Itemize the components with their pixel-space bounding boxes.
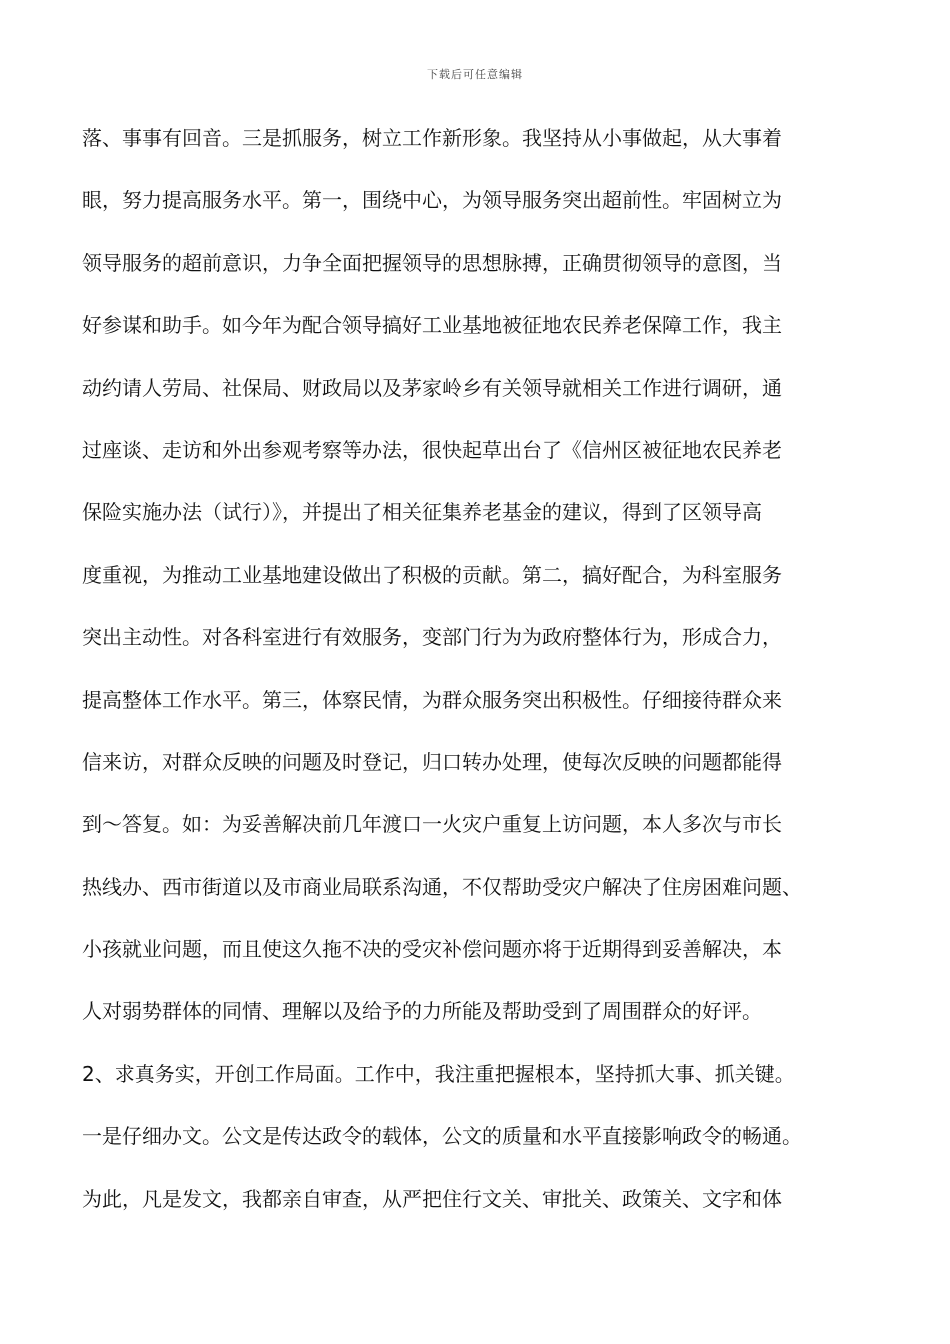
text-line: 突出主动性。对各科室进行有效服务，变部门行为为政府整体行为，形成合力，: [82, 625, 782, 650]
text-line: 2、求真务实，开创工作局面。工作中，我注重把握根本，坚持抓大事、抓关键。: [82, 1061, 795, 1086]
page-header: 下载后可任意编辑: [427, 68, 523, 81]
text-line: 保险实施办法（试行）》，并提出了相关征集养老基金的建议，得到了区领导高: [82, 500, 762, 525]
text-line: 小孩就业问题，而且使这久拖不决的受灾补偿问题亦将于近期得到妥善解决，本: [82, 937, 782, 962]
text-line: 动约请人劳局、社保局、财政局以及茅家岭乡有关领导就相关工作进行调研，通: [82, 375, 782, 400]
text-line: 信来访，对群众反映的问题及时登记，归口转办处理，使每次反映的问题都能得: [82, 749, 782, 774]
text-line: 度重视，为推动工业基地建设做出了积极的贡献。第二，搞好配合，为科室服务: [82, 562, 782, 587]
text-line: 过座谈、走访和外出参观考察等办法，很快起草出台了《信州区被征地农民养老: [82, 437, 782, 462]
text-line: 提高整体工作水平。第三，体察民情，为群众服务突出积极性。仔细接待群众来: [82, 687, 782, 712]
text-line: 一是仔细办文。公文是传达政令的载体，公文的质量和水平直接影响政令的畅通。: [82, 1124, 802, 1149]
text-line: 好参谋和助手。如今年为配合领导搞好工业基地被征地农民养老保障工作，我主: [82, 313, 782, 338]
text-line: 眼，努力提高服务水平。第一，围绕中心，为领导服务突出超前性。牢固树立为: [82, 188, 782, 213]
text-line: 为此，凡是发文，我都亲自审查，从严把住行文关、审批关、政策关、文字和体: [82, 1186, 782, 1211]
text-line: 领导服务的超前意识，力争全面把握领导的思想脉搏，正确贯彻领导的意图，当: [82, 250, 782, 275]
text-line: 人对弱势群体的同情、理解以及给予的力所能及帮助受到了周围群众的好评。: [82, 999, 762, 1024]
text-line: 到～答复。如：为妥善解决前几年渡口一火灾户重复上访问题，本人多次与市长: [82, 812, 782, 837]
document-body: [82, 118, 882, 1241]
text-line: 落、事事有回音。三是抓服务，树立工作新形象。我坚持从小事做起，从大事着: [82, 126, 782, 150]
text-line: 热线办、西市街道以及市商业局联系沟通，不仅帮助受灾户解决了住房困难问题、: [82, 874, 802, 899]
